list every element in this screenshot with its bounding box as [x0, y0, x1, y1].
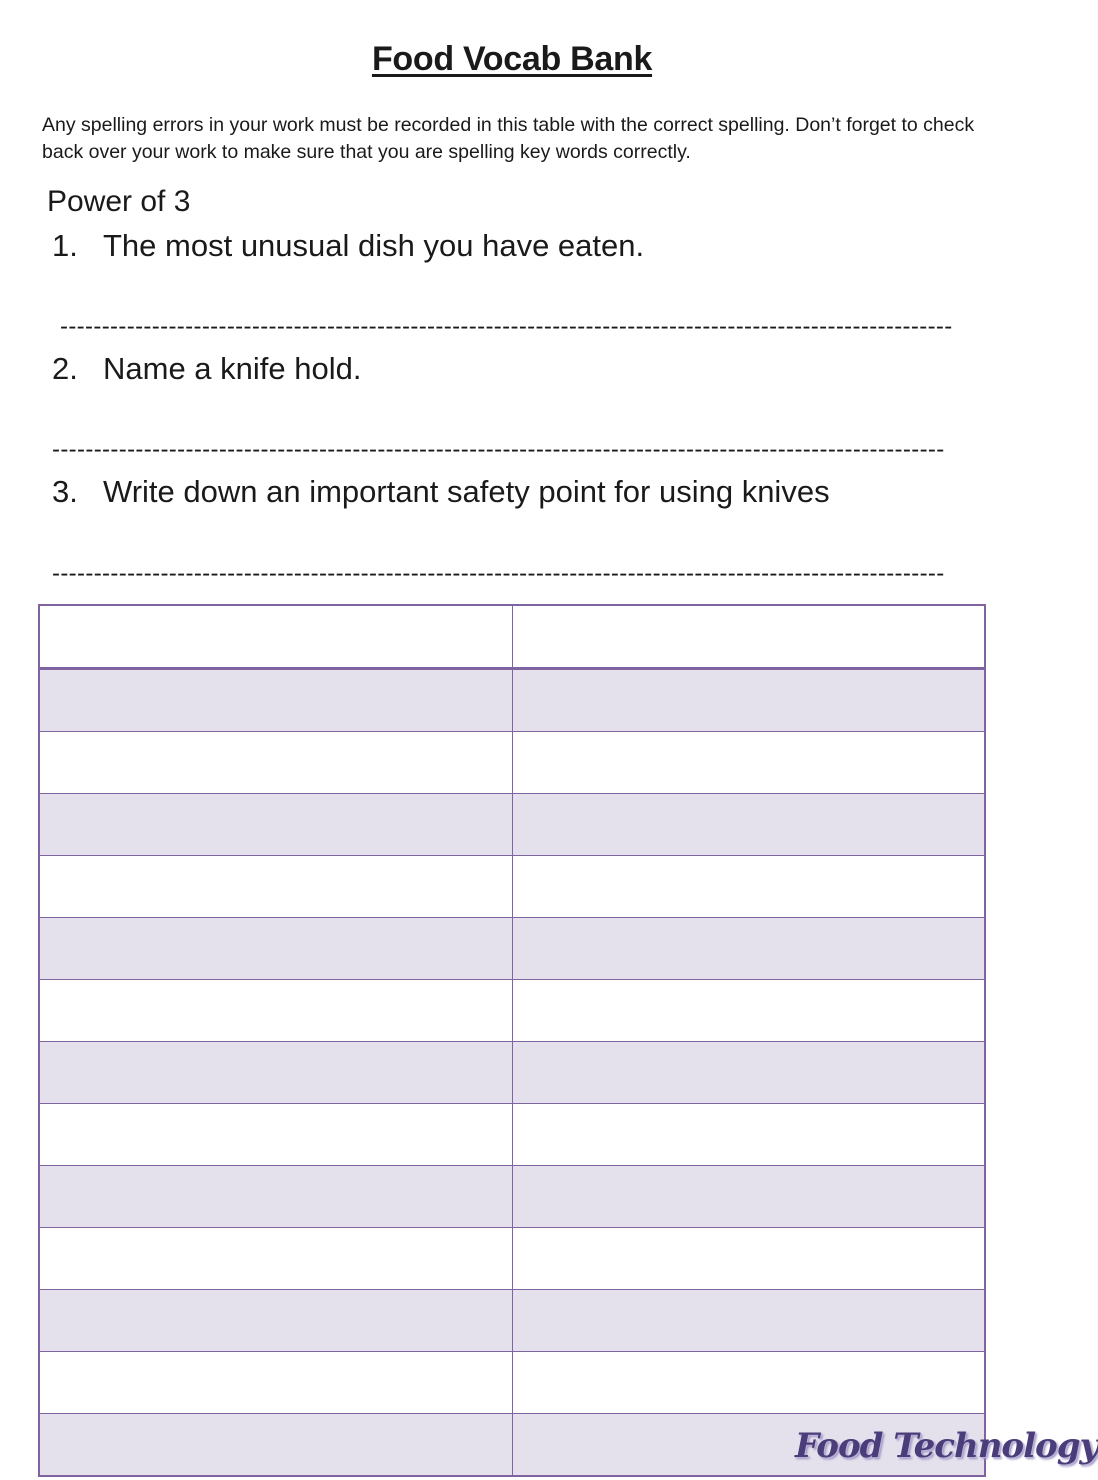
- table-cell[interactable]: [39, 1228, 512, 1290]
- table-cell[interactable]: [512, 856, 985, 918]
- table-row: [39, 980, 985, 1042]
- table-row: [39, 856, 985, 918]
- question-3: [52, 474, 830, 510]
- table-row: [39, 732, 985, 794]
- table-row: [39, 669, 985, 732]
- table-cell[interactable]: [39, 1352, 512, 1414]
- table-cell[interactable]: [39, 1166, 512, 1228]
- table-cell[interactable]: [512, 1042, 985, 1104]
- table-cell[interactable]: [512, 1104, 985, 1166]
- table-header-row: [39, 605, 985, 669]
- table-cell[interactable]: [512, 918, 985, 980]
- table-cell[interactable]: [512, 1228, 985, 1290]
- question-2-text: Name a knife hold.: [103, 351, 362, 386]
- table-row: [39, 794, 985, 856]
- table-cell[interactable]: [512, 980, 985, 1042]
- table-row: [39, 1042, 985, 1104]
- table-cell[interactable]: [512, 669, 985, 732]
- table-cell[interactable]: [39, 794, 512, 856]
- table-cell[interactable]: [512, 794, 985, 856]
- table-cell[interactable]: [512, 1166, 985, 1228]
- question-3-text: Write down an important safety point for using knives: [103, 474, 830, 509]
- table-row: [39, 1290, 985, 1352]
- page-title: Food Vocab Bank: [371, 40, 653, 78]
- table-cell[interactable]: [39, 918, 512, 980]
- power-of-3-heading: Power of 3: [47, 185, 191, 218]
- question-1: [52, 228, 644, 264]
- question-2: [52, 351, 361, 387]
- table-header-cell-right[interactable]: [512, 605, 985, 669]
- answer-line-1[interactable]: -----------------------------------------------------------------------------------------------------------: [60, 313, 953, 340]
- table-cell[interactable]: [39, 856, 512, 918]
- table-row: [39, 1228, 985, 1290]
- table-row: [39, 1104, 985, 1166]
- table-cell[interactable]: [39, 1042, 512, 1104]
- table-cell[interactable]: [39, 1290, 512, 1352]
- table-cell[interactable]: [512, 1352, 985, 1414]
- table-cell[interactable]: [39, 732, 512, 794]
- answer-line-2[interactable]: -----------------------------------------------------------------------------------------------------------: [52, 436, 945, 463]
- question-1-number: 1.: [52, 228, 78, 263]
- table-cell[interactable]: [39, 980, 512, 1042]
- table-row: [39, 918, 985, 980]
- table-cell[interactable]: [39, 1414, 512, 1477]
- table-cell[interactable]: [39, 1104, 512, 1166]
- question-2-number: 2.: [52, 351, 78, 386]
- table-cell[interactable]: [39, 669, 512, 732]
- table-cell[interactable]: [512, 732, 985, 794]
- answer-line-3[interactable]: -----------------------------------------------------------------------------------------------------------: [52, 560, 945, 587]
- vocab-table: [38, 604, 986, 1477]
- question-3-number: 3.: [52, 474, 78, 509]
- table-header-cell-left[interactable]: [39, 605, 512, 669]
- question-1-text: The most unusual dish you have eaten.: [103, 228, 645, 263]
- food-technology-logo: Food Technology: [795, 1426, 1098, 1466]
- table-row: [39, 1352, 985, 1414]
- intro-text: Any spelling errors in your work must be recorded in this table with the correct spelling. Don’t forget to check back over your work to make sure that you are spelling key words correctly.: [42, 114, 975, 163]
- table-cell[interactable]: [512, 1290, 985, 1352]
- table-row: [39, 1166, 985, 1228]
